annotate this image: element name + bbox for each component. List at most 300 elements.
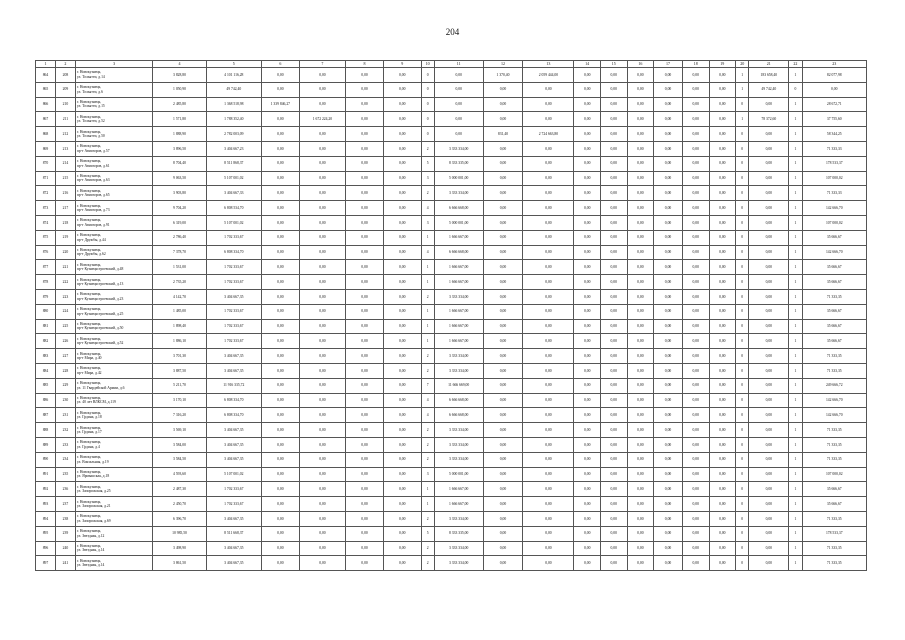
cell-c8: 0,00 (346, 363, 384, 378)
address-line: ул. Звездная, д.14 (76, 563, 105, 568)
cell-c14: 0,00 (574, 289, 601, 304)
cell-c16: 0,00 (627, 230, 654, 245)
cell-address (75, 467, 153, 482)
cell-c8: 0,00 (346, 289, 384, 304)
cell-cost: 8 511 868,37 (206, 156, 261, 171)
cell-c18: 0,00 (682, 541, 709, 556)
cell-n: 876 (36, 245, 56, 260)
cell-c7: 0,00 (299, 319, 346, 334)
column-header-12: 12 (483, 61, 523, 68)
table-row (36, 378, 867, 393)
address-line: пр-т Авиаторов, д.57 (76, 148, 110, 153)
cell-cost: 1 702 333,67 (206, 319, 261, 334)
cell-c15: 0,00 (600, 112, 627, 127)
cell-area: 4 593,60 (153, 467, 206, 482)
cell-c14: 0,00 (574, 230, 601, 245)
cell-c22: 1 (789, 186, 802, 201)
cell-c21: 0,00 (749, 452, 789, 467)
cell-c23: 82 077,98 (802, 68, 866, 83)
cell-c23: 71 333,35 (802, 452, 866, 467)
cell-address (75, 260, 153, 275)
cell-c16: 0,00 (627, 186, 654, 201)
cell-area: 3 701,30 (153, 349, 206, 364)
cell-c10: 4 (421, 201, 434, 216)
cell-c16: 0,00 (627, 423, 654, 438)
address-line: пр-т Кузнецкстроевский, д.48 (76, 267, 124, 272)
cell-c18: 0,00 (682, 112, 709, 127)
table-row (36, 289, 867, 304)
cell-c7: 0,00 (299, 230, 346, 245)
cell-c19: 0,00 (709, 141, 736, 156)
table-row (36, 393, 867, 408)
address-line: ул. Запорожская, д.21 (76, 504, 111, 508)
address-line: г. Новокузнецк, (76, 514, 102, 519)
cell-c19: 0,00 (709, 423, 736, 438)
cell-c17: 0,00 (654, 452, 683, 467)
cell-c9: 0,00 (383, 275, 421, 290)
column-header-9: 9 (383, 61, 421, 68)
cell-id: 236 (55, 482, 75, 497)
address-line: г. Новокузнецк, (76, 381, 102, 386)
column-header-1: 1 (36, 61, 56, 68)
cell-c17: 0,00 (654, 408, 683, 423)
address-line: ул. Звездная, д.12 (76, 533, 105, 538)
cell-c20: 1 (736, 68, 749, 83)
cell-c19: 0,00 (709, 68, 736, 83)
cell-c20: 0 (736, 408, 749, 423)
cell-c6: 0,00 (261, 215, 299, 230)
cell-c10: 2 (421, 363, 434, 378)
cell-n: 879 (36, 289, 56, 304)
cell-c8: 0,00 (346, 97, 384, 112)
address-line: г. Новокузнецк, (76, 85, 102, 90)
cell-c11: 3 333 334,00 (434, 556, 483, 571)
cell-c16: 0,00 (627, 112, 654, 127)
cell-n: 877 (36, 260, 56, 275)
cell-c19: 0,00 (709, 289, 736, 304)
cell-c8: 0,00 (346, 437, 384, 452)
column-header-6: 6 (261, 61, 299, 68)
cell-c14: 0,00 (574, 363, 601, 378)
cell-address (75, 452, 153, 467)
cell-cost: 49 742,40 (206, 82, 261, 97)
column-header-16: 16 (627, 61, 654, 68)
cell-c12: 0,00 (483, 511, 523, 526)
cell-c12: 0,00 (483, 304, 523, 319)
cell-c18: 0,00 (682, 467, 709, 482)
cell-c18: 0,00 (682, 289, 709, 304)
cell-c14: 0,00 (574, 393, 601, 408)
cell-c21: 0,00 (749, 349, 789, 364)
address-line: г. Новокузнецк, (76, 396, 102, 401)
table-row (36, 408, 867, 423)
cell-c12: 0,00 (483, 556, 523, 571)
cell-c9: 0,00 (383, 68, 421, 83)
cell-c23: 35 666,67 (802, 319, 866, 334)
cell-c15: 0,00 (600, 497, 627, 512)
cell-c8: 0,00 (346, 201, 384, 216)
cell-c13: 0,00 (523, 201, 574, 216)
cell-c18: 0,00 (682, 482, 709, 497)
cell-n: 890 (36, 452, 56, 467)
cell-c18: 0,00 (682, 393, 709, 408)
cell-c11: 6 666 668,00 (434, 201, 483, 216)
table-row (36, 112, 867, 127)
cell-cost: 1 702 333,67 (206, 334, 261, 349)
cell-c16: 0,00 (627, 68, 654, 83)
cell-c14: 0,00 (574, 68, 601, 83)
cell-c23: 28 672,71 (802, 97, 866, 112)
cell-c9: 0,00 (383, 186, 421, 201)
cell-c11: 1 666 667,00 (434, 497, 483, 512)
cell-c14: 0,00 (574, 304, 601, 319)
cell-c11: 1 666 667,00 (434, 334, 483, 349)
address-line: пр-т Кузнецкстроевский, д.23 (76, 296, 124, 301)
cell-c15: 0,00 (600, 275, 627, 290)
cell-n: 881 (36, 319, 56, 334)
column-header-8: 8 (346, 61, 384, 68)
cell-c11: 5 000 001,00 (434, 171, 483, 186)
cell-c21: 0,00 (749, 201, 789, 216)
cell-c6: 0,00 (261, 497, 299, 512)
cell-c19: 0,00 (709, 186, 736, 201)
cell-c23: 142 666,70 (802, 245, 866, 260)
cell-c22: 1 (789, 171, 802, 186)
cell-address (75, 497, 153, 512)
cell-c9: 0,00 (383, 511, 421, 526)
cell-address (75, 275, 153, 290)
address-line: ул. Тольятти, д.52 (76, 119, 105, 124)
cell-c10: 0 (421, 68, 434, 83)
cell-c18: 0,00 (682, 68, 709, 83)
cell-id: 235 (55, 467, 75, 482)
cell-c8: 0,00 (346, 304, 384, 319)
address-line: ул. Ярмышская, д.18 (76, 474, 110, 479)
cell-c7: 0,00 (299, 127, 346, 142)
cell-c14: 0,00 (574, 127, 601, 142)
cell-n: 867 (36, 112, 56, 127)
address-line: ул. Звездная, д.14 (76, 548, 105, 553)
cell-c21: 0,00 (749, 437, 789, 452)
table-row (36, 541, 867, 556)
cell-c17: 0,00 (654, 423, 683, 438)
cell-c15: 0,00 (600, 363, 627, 378)
cell-c12: 0,00 (483, 260, 523, 275)
cell-c6: 1 339 846,27 (261, 97, 299, 112)
cell-c22: 1 (789, 289, 802, 304)
data-table-container (35, 60, 867, 571)
cell-c23: 71 333,35 (802, 437, 866, 452)
cell-c13: 2 724 663,80 (523, 127, 574, 142)
page-number: 204 (445, 27, 460, 37)
cell-c14: 0,00 (574, 215, 601, 230)
cell-address (75, 423, 153, 438)
cell-c14: 0,00 (574, 408, 601, 423)
cell-c17: 0,00 (654, 275, 683, 290)
cell-c14: 0,00 (574, 156, 601, 171)
address-line: г. Новокузнецк, (76, 558, 102, 563)
cell-c10: 4 (421, 393, 434, 408)
cell-c18: 0,00 (682, 437, 709, 452)
cell-c9: 0,00 (383, 112, 421, 127)
column-header-17: 17 (654, 61, 683, 68)
cell-c8: 0,00 (346, 127, 384, 142)
cell-c8: 0,00 (346, 497, 384, 512)
cell-c19: 0,00 (709, 378, 736, 393)
cell-c12: 0,00 (483, 437, 523, 452)
cell-c23: 35 666,67 (802, 497, 866, 512)
cell-c6: 0,00 (261, 482, 299, 497)
cell-c15: 0,00 (600, 230, 627, 245)
cell-c23: 71 333,35 (802, 289, 866, 304)
cell-c16: 0,00 (627, 541, 654, 556)
cell-c14: 0,00 (574, 423, 601, 438)
cell-c9: 0,00 (383, 408, 421, 423)
cell-c17: 0,00 (654, 112, 683, 127)
cell-address (75, 511, 153, 526)
cell-c18: 0,00 (682, 497, 709, 512)
cell-n: 887 (36, 408, 56, 423)
cell-c18: 0,00 (682, 423, 709, 438)
cell-c6: 0,00 (261, 349, 299, 364)
cell-c17: 0,00 (654, 363, 683, 378)
cell-n: 885 (36, 378, 56, 393)
cell-c13: 0,00 (523, 112, 574, 127)
cell-c12: 0,00 (483, 423, 523, 438)
cell-c10: 0 (421, 127, 434, 142)
cell-cost: 3 404 667,35 (206, 349, 261, 364)
cell-c14: 0,00 (574, 186, 601, 201)
column-header-14: 14 (574, 61, 601, 68)
cell-c7: 1 672 224,20 (299, 112, 346, 127)
cell-id: 216 (55, 186, 75, 201)
cell-c12: 0,00 (483, 482, 523, 497)
table-row (36, 275, 867, 290)
cell-c8: 0,00 (346, 408, 384, 423)
cell-id: 238 (55, 511, 75, 526)
table-row (36, 201, 867, 216)
cell-c7: 0,00 (299, 82, 346, 97)
cell-c22: 1 (789, 141, 802, 156)
cell-c7: 0,00 (299, 289, 346, 304)
cell-c14: 0,00 (574, 334, 601, 349)
cell-c20: 0 (736, 393, 749, 408)
cell-c21: 0,00 (749, 393, 789, 408)
cell-c22: 1 (789, 526, 802, 541)
cell-c10: 2 (421, 349, 434, 364)
cell-c11: 3 333 334,00 (434, 452, 483, 467)
cell-c22: 1 (789, 156, 802, 171)
cell-address (75, 304, 153, 319)
cell-cost: 1 368 518,98 (206, 97, 261, 112)
cell-c22: 1 (789, 497, 802, 512)
cell-c15: 0,00 (600, 127, 627, 142)
cell-c21: 0,00 (749, 215, 789, 230)
cell-n: 880 (36, 304, 56, 319)
cell-c14: 0,00 (574, 452, 601, 467)
cell-area: 6 319,00 (153, 215, 206, 230)
cell-c18: 0,00 (682, 127, 709, 142)
cell-c13: 0,00 (523, 260, 574, 275)
cell-c9: 0,00 (383, 482, 421, 497)
cell-c22: 1 (789, 230, 802, 245)
cell-c20: 0 (736, 349, 749, 364)
cell-c19: 0,00 (709, 541, 736, 556)
cell-c17: 0,00 (654, 245, 683, 260)
cell-address (75, 541, 153, 556)
table-header (36, 61, 867, 68)
cell-c13: 0,00 (523, 526, 574, 541)
cell-c11: 0,00 (434, 127, 483, 142)
cell-c13: 0,00 (523, 171, 574, 186)
cell-area: 2 786,40 (153, 230, 206, 245)
cell-c22: 1 (789, 363, 802, 378)
cell-c20: 0 (736, 141, 749, 156)
cell-c22: 1 (789, 215, 802, 230)
cell-c9: 0,00 (383, 260, 421, 275)
cell-c18: 0,00 (682, 171, 709, 186)
cell-c21: 0,00 (749, 245, 789, 260)
cell-c21: 0,00 (749, 511, 789, 526)
address-line: пр-т Кузнецкстроевский, д.50 (76, 326, 124, 331)
cell-c16: 0,00 (627, 408, 654, 423)
cell-c9: 0,00 (383, 556, 421, 571)
cell-c18: 0,00 (682, 275, 709, 290)
cell-n: 893 (36, 497, 56, 512)
address-line: пр-т Авиаторов, д.63 (76, 178, 110, 183)
cell-c8: 0,00 (346, 112, 384, 127)
cell-c10: 5 (421, 526, 434, 541)
cell-n: 892 (36, 482, 56, 497)
cell-c14: 0,00 (574, 319, 601, 334)
cell-id: 217 (55, 201, 75, 216)
cell-c11: 6 666 668,00 (434, 245, 483, 260)
cell-c11: 1 666 667,00 (434, 260, 483, 275)
cell-c13: 0,00 (523, 437, 574, 452)
cell-c10: 0 (421, 97, 434, 112)
cell-id: 212 (55, 127, 75, 142)
address-line: ул. Тольятти, д.6 (76, 89, 103, 94)
cell-c15: 0,00 (600, 141, 627, 156)
cell-c8: 0,00 (346, 82, 384, 97)
cell-c20: 0 (736, 260, 749, 275)
cell-c23: 35 666,67 (802, 260, 866, 275)
cell-c14: 0,00 (574, 437, 601, 452)
cell-c22: 0 (789, 82, 802, 97)
cell-c18: 0,00 (682, 349, 709, 364)
address-line: г. Новокузнецк, (76, 499, 102, 504)
cell-c9: 0,00 (383, 171, 421, 186)
cell-c15: 0,00 (600, 319, 627, 334)
address-line: г. Новокузнецк, (76, 188, 102, 193)
cell-c10: 0 (421, 82, 434, 97)
cell-c15: 0,00 (600, 526, 627, 541)
cell-c20: 0 (736, 289, 749, 304)
cell-c19: 0,00 (709, 497, 736, 512)
cell-c11: 6 666 668,00 (434, 408, 483, 423)
cell-c21: 0,00 (749, 482, 789, 497)
address-line: ул. Запорожская, д.25 (76, 489, 111, 494)
cell-c11: 3 333 334,00 (434, 141, 483, 156)
cell-n: 882 (36, 334, 56, 349)
column-header-11: 11 (434, 61, 483, 68)
cell-c21: 0,00 (749, 556, 789, 571)
cell-c17: 0,00 (654, 349, 683, 364)
cell-c6: 0,00 (261, 467, 299, 482)
cell-area: 1 571,80 (153, 112, 206, 127)
cell-c6: 0,00 (261, 275, 299, 290)
cell-c12: 0,00 (483, 171, 523, 186)
cell-c22: 1 (789, 201, 802, 216)
cell-c9: 0,00 (383, 541, 421, 556)
cell-c20: 0 (736, 334, 749, 349)
cell-c15: 0,00 (600, 186, 627, 201)
cell-c8: 0,00 (346, 482, 384, 497)
address-line: г. Новокузнецк, (76, 174, 102, 179)
cell-n: 874 (36, 215, 56, 230)
cell-cost: 6 808 534,70 (206, 201, 261, 216)
cell-c16: 0,00 (627, 141, 654, 156)
address-line: ул. Тольятти, д.15 (76, 104, 105, 109)
cell-c12: 0,00 (483, 289, 523, 304)
cell-n: 866 (36, 97, 56, 112)
cell-c21: 78 372,60 (749, 112, 789, 127)
cell-c13: 0,00 (523, 363, 574, 378)
cell-c20: 0 (736, 127, 749, 142)
cell-id: 237 (55, 497, 75, 512)
cell-c12: 0,00 (483, 497, 523, 512)
cell-c14: 0,00 (574, 245, 601, 260)
cell-c23: 71 333,35 (802, 556, 866, 571)
cell-c18: 0,00 (682, 363, 709, 378)
cell-c22: 1 (789, 275, 802, 290)
cell-c13: 0,00 (523, 215, 574, 230)
cell-c16: 0,00 (627, 556, 654, 571)
cell-c6: 0,00 (261, 141, 299, 156)
cell-c18: 0,00 (682, 511, 709, 526)
cell-area: 1 485,00 (153, 304, 206, 319)
cell-c23: 71 333,35 (802, 423, 866, 438)
cell-area: 2 450,70 (153, 497, 206, 512)
cell-c22: 1 (789, 112, 802, 127)
cell-c19: 0,00 (709, 526, 736, 541)
cell-c10: 3 (421, 467, 434, 482)
cell-area: 5 211,70 (153, 378, 206, 393)
address-line: г. Новокузнецк, (76, 470, 102, 474)
address-line: г. Новокузнецк, (76, 144, 102, 149)
table-row (36, 467, 867, 482)
cell-c8: 0,00 (346, 260, 384, 275)
cell-c8: 0,00 (346, 423, 384, 438)
data-table (35, 60, 867, 571)
cell-c6: 0,00 (261, 186, 299, 201)
cell-c13: 0,00 (523, 304, 574, 319)
cell-id: 234 (55, 452, 75, 467)
cell-area: 3 170,10 (153, 393, 206, 408)
cell-id: 225 (55, 319, 75, 334)
cell-c7: 0,00 (299, 186, 346, 201)
table-row (36, 363, 867, 378)
cell-n: 883 (36, 349, 56, 364)
cell-c22: 1 (789, 423, 802, 438)
cell-c21: 0,00 (749, 378, 789, 393)
cell-address (75, 156, 153, 171)
cell-c19: 0,00 (709, 334, 736, 349)
address-line: пр-т Кузнецкстроевский, д.13 (76, 282, 124, 287)
address-line: пр-т Авиаторов, д.65 (76, 193, 110, 198)
cell-c12: 0,00 (483, 526, 523, 541)
cell-c7: 0,00 (299, 423, 346, 438)
